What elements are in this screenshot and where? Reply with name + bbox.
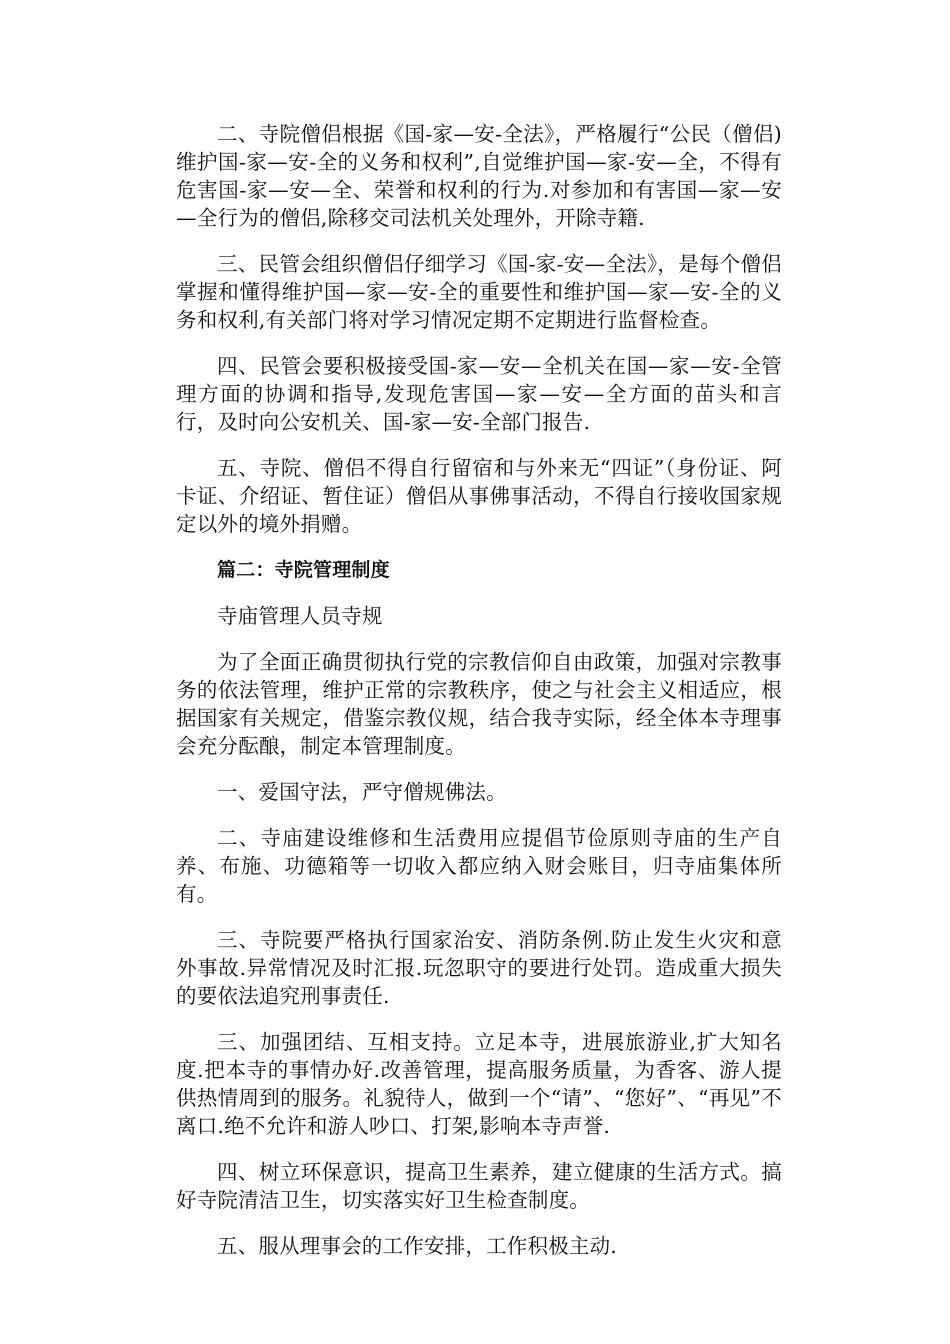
paragraph-article-3: 三、民管会组织僧侣仔细学习《国-家-安—全法》，是每个僧侣掌握和懂得维护国—家—安-全的重要性和维护国—家—安-全的义务和权利,有关部门将对学习情况定期不定期进行监督检查。 bbox=[176, 252, 782, 332]
paragraph-rule-5: 五、服从理事会的工作安排，工作积极主动. bbox=[217, 1234, 618, 1258]
paragraph-rule-4: 四、树立环保意识，提高卫生素养，建立健康的生活方式。搞好寺院清洁卫生，切实落实好卫生检查制度。 bbox=[176, 1160, 782, 1212]
paragraph-rule-2: 二、寺庙建设维修和生活费用应提倡节俭原则寺庙的生产自养、布施、功德箱等一切收入都应纳入财会账目，归寺庙集体所有。 bbox=[176, 826, 782, 906]
paragraph-article-4: 四、民管会要积极接受国-家—安—全机关在国—家—安-全管理方面的协调和指导,发现危害国—家—安—全方面的苗头和言行，及时向公安机关、国-家—安-全部门报告. bbox=[176, 354, 782, 434]
paragraph-rule-3a: 三、寺院要严格执行国家治安、消防条例.防止发生火灾和意外事故.异常情况及时汇报.玩忽职守的要进行处罚。造成重大损失的要依法追究刑事责任. bbox=[176, 928, 782, 1008]
paragraph-rule-3b: 三、加强团结、互相支持。立足本寺，进展旅游业,扩大知名度.把本寺的事情办好.改善管理，提高服务质量，为香客、游人提供热情周到的服务。礼貌待人，做到一个“请”、“您好”、“再见”不离口.绝不允许和游人吵口、打架,影响本寺声誉. bbox=[176, 1030, 782, 1138]
paragraph-article-5: 五、寺院、僧侣不得自行留宿和与外来无“四证”（身份证、阿卡证、介绍证、暂住证）僧侣从事佛事活动，不得自行接收国家规定以外的境外捐赠。 bbox=[176, 456, 782, 536]
document-page bbox=[176, 120, 782, 1278]
paragraph-article-2: 二、寺院僧侣根据《国-家—安-全法》，严格履行“公民（僧侣)维护国-家—安-全的义务和权利”,自觉维护国—家-安—全，不得有危害国-家—安—全、荣誉和权利的行为.对参加和有害国—家—安—全行为的僧侣,除移交司法机关处理外，开除寺籍. bbox=[176, 122, 782, 230]
section-subtitle: 寺庙管理人员寺规 bbox=[217, 604, 383, 628]
section-heading: 篇二：寺院管理制度 bbox=[217, 559, 390, 581]
paragraph-rule-1: 一、爱国守法，严守僧规佛法。 bbox=[217, 780, 507, 804]
paragraph-preamble: 为了全面正确贯彻执行党的宗教信仰自由政策，加强对宗教事务的依法管理，维护正常的宗教秩序，使之与社会主义相适应，根据国家有关规定，借鉴宗教仪规，结合我寺实际，经全体本寺理事会充分酝酿，制定本管理制度。 bbox=[176, 650, 782, 758]
